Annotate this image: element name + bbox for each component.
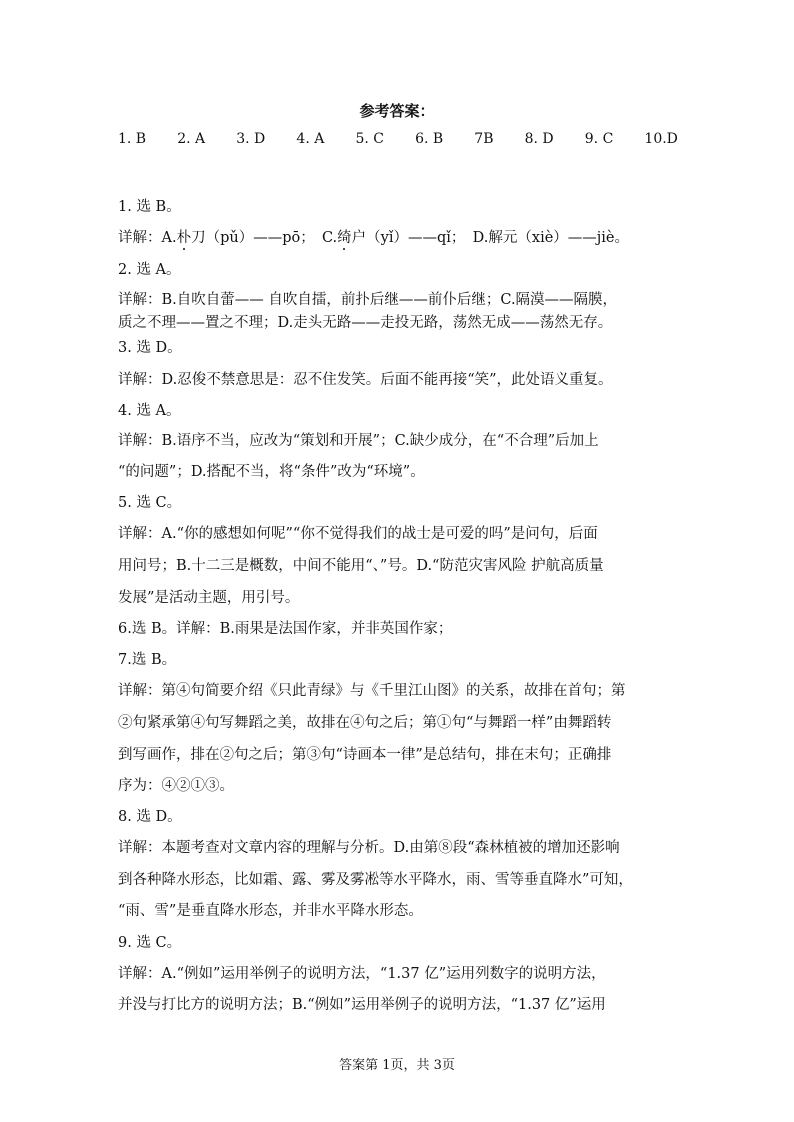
answer-key-item: 2. A (177, 131, 206, 147)
answer-key-item: 7B (474, 131, 494, 147)
q4-detail-line: 详解：B.语序不当，应改为“策划和开展”；C.缺少成分，在“不合理”后加上 (118, 433, 599, 449)
q1-detail (118, 226, 629, 247)
q3-detail-line: 详解：D.忍俊不禁意思是：忍不住发笑。后面不能再接“笑”，此处语义重复。 (118, 372, 613, 388)
q5-detail-line: 详解：A.“你的感想如何呢”“你不觉得我们的战士是可爱的吗”是问句，后面 (118, 526, 598, 542)
q8-detail-line: 到各种降水形态，比如霜、露、雾及雾凇等水平降水，雨、雪等垂直降水”可知， (118, 872, 633, 888)
q1-answer: 1. 选 B。 (118, 199, 181, 215)
answer-key-item: 1. B (118, 131, 147, 147)
answer-key-item: 8. D (524, 131, 554, 147)
answer-key-row (118, 131, 678, 147)
q7-detail-line: ②句紧承第④句写舞蹈之美，故排在④句之后；第①句“与舞蹈一样”由舞蹈转 (118, 715, 612, 731)
q1-detail-a: 详解：A. (118, 230, 177, 246)
q7-answer: 7.选 B。 (118, 652, 177, 668)
q4-detail-line: “的问题”；D.搭配不当，将“条件”改为“环境”。 (118, 464, 425, 480)
q1-detail-rest: 刀（pǔ）——pō； C. (191, 230, 338, 246)
q8-answer: 8. 选 D。 (118, 809, 182, 825)
q5-detail-line: 用问号；B.十二三是概数，中间不能用“、”号。D.“防范灾害风险 护航高质量 (118, 558, 604, 574)
q9-detail-line: 详解：A.“例如”运用举例子的说明方法，“1.37 亿”运用列数字的说明方法， (118, 966, 606, 982)
q1-detail-rest2: 户（yǐ）——qǐ； D.解元（xiè）——jiè。 (351, 230, 629, 246)
q5-detail-line: 发展”是活动主题，用引号。 (118, 590, 300, 606)
answer-key-item: 6. B (415, 131, 444, 147)
q5-answer: 5. 选 C。 (118, 495, 182, 511)
q2-answer: 2. 选 A。 (118, 262, 181, 278)
q9-detail-line: 并没与打比方的说明方法；B.“例如”运用举例子的说明方法，“1.37 亿”运用 (118, 997, 606, 1013)
q1-emphasis-char: 绮 (337, 230, 352, 246)
answer-key-item: 9. C (584, 131, 614, 147)
q8-detail-line: “雨、雪”是垂直降水形态，并非水平降水形态。 (118, 903, 423, 919)
q2-detail-line: 详解：B.自吹自蕾—— 自吹自擂，前扑后继——前仆后继；C.隔漠——隔膜， (118, 292, 618, 308)
answer-key-item: 3. D (236, 131, 266, 147)
q6-answer: 6.选 B。详解：B.雨果是法国作家，并非英国作家； (118, 621, 453, 637)
q9-answer: 9. 选 C。 (118, 935, 182, 951)
q3-answer: 3. 选 D。 (118, 340, 182, 356)
q4-answer: 4. 选 A。 (118, 403, 181, 419)
q7-detail-line: 到写画作，排在②句之后；第③句“诗画本一律”是总结句，排在末句；正确排 (118, 747, 612, 763)
page-title: 参考答案： (359, 102, 435, 120)
q1-emphasis-char: 朴 (176, 230, 192, 246)
page-footer: 答案第 1页，共 3页 (339, 1058, 455, 1073)
answer-key-item: 10.D (644, 131, 678, 147)
q2-detail-line: 质之不理——置之不理；D.走头无路——走投无路，荡然无成——荡然无存。 (118, 315, 613, 331)
answer-key-item: 4. A (296, 131, 325, 147)
q7-detail-line: 序为：④②①③。 (118, 778, 234, 794)
answer-key-item: 5. C (355, 131, 384, 147)
q8-detail-line: 详解：本题考查对文章内容的理解与分析。D.由第⑧段“森林植被的增加还影响 (118, 840, 620, 856)
q7-detail-line: 详解：第④句简要介绍《只此青绿》与《千里江山图》的关系，故排在首句；第 (118, 683, 626, 699)
